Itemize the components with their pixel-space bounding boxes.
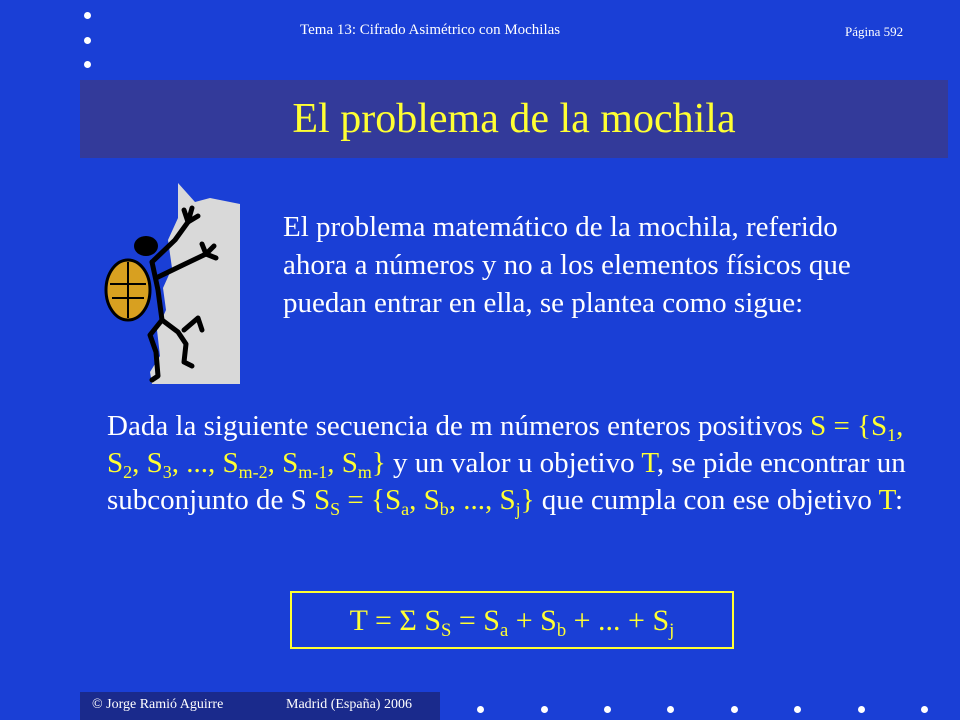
page-number: Página 592 (845, 24, 904, 39)
intro-paragraph: El problema matemático de la mochila, referido ahora a números y no a los elementos físicos que puedan entrar en ella, se plantea como sigue: (283, 211, 851, 319)
decor-dot (84, 12, 91, 19)
footer-copyright: © Jorge Ramió Aguirre (92, 697, 224, 712)
slide-title: El problema de la mochila (292, 96, 736, 142)
backpack (106, 260, 150, 320)
definition-paragraph (107, 408, 907, 519)
decor-dot (667, 706, 674, 713)
body-text: que cumpla con ese objetivo (534, 484, 879, 516)
body-text: y un valor u objetivo (385, 447, 642, 479)
decor-dot (921, 706, 928, 713)
course-title: Tema 13: Cifrado Asimétrico con Mochilas (300, 22, 561, 38)
decor-dot (541, 706, 548, 713)
decor-dot (84, 37, 91, 44)
decor-dot (794, 706, 801, 713)
body-text: Dada la siguiente secuencia de m números enteros positivos (107, 410, 811, 442)
climber-head (134, 236, 158, 256)
climber-illustration (100, 180, 250, 390)
formula-box: T = Σ $S_S = S_a + S_b$ + ... + $S_j$ (290, 591, 734, 649)
cliff-shape (150, 183, 240, 384)
subset-SS: $S_S = \{S_a$, $S_b$, ..., $S_j$} (314, 484, 535, 519)
sequence-S: $S = \{S_1$, $S_2$, $S_3$, ..., $S_{m-2}$, $S_{m-1}$, $S_m$} (107, 410, 904, 482)
decor-dot (604, 706, 611, 713)
title-band (80, 80, 948, 158)
decor-dot (477, 706, 484, 713)
body-text: : (894, 484, 903, 516)
decor-dot (84, 61, 91, 68)
footer-place-year: Madrid (España) 2006 (286, 697, 412, 712)
body-text: , se pide encontrar un subconjunto de S (107, 447, 906, 516)
objective-T: T (641, 447, 657, 479)
objective-T: T (878, 484, 895, 516)
decor-dot (858, 706, 865, 713)
decor-dot (731, 706, 738, 713)
